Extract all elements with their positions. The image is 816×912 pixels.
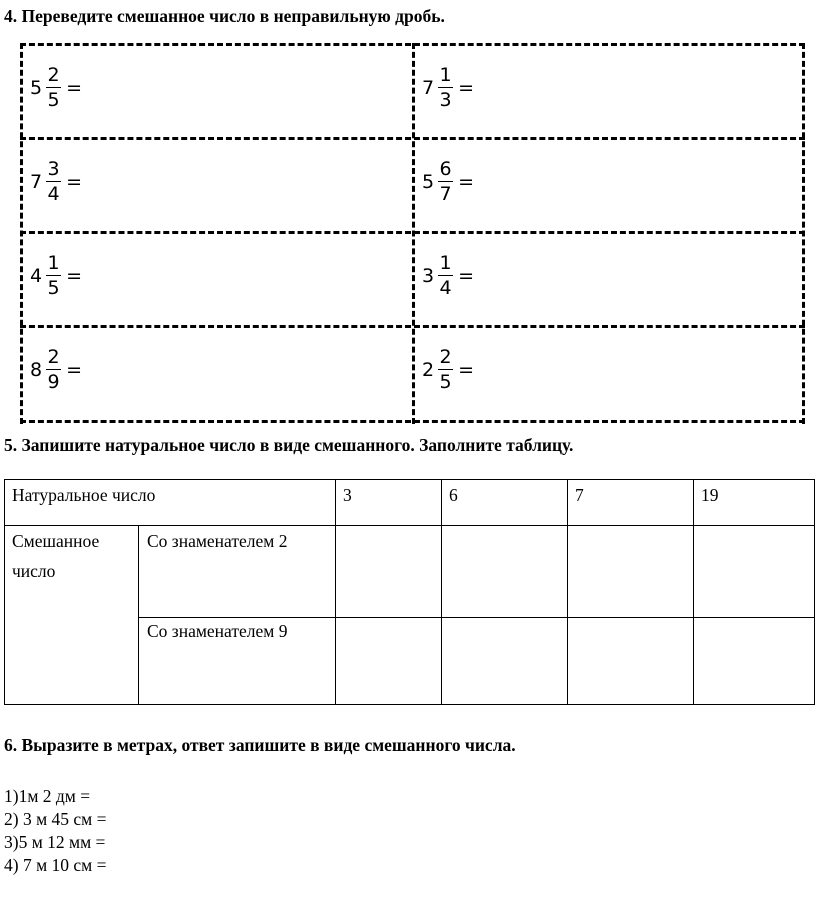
whole-part: 3 [422, 264, 435, 287]
mixed-number [30, 252, 82, 299]
equals-sign: = [66, 264, 83, 287]
denominator: 3 [439, 89, 452, 111]
fraction-bar [438, 369, 453, 370]
fraction-cell [412, 325, 802, 419]
numerator: 2 [47, 346, 60, 368]
fraction-bar [46, 275, 61, 276]
table-line [693, 480, 694, 704]
fraction [438, 158, 453, 205]
grid-line [802, 43, 805, 424]
denominator-9-label: Со знаменателем 9 [147, 621, 288, 641]
list-item: 4) 7 м 10 см = [4, 855, 107, 875]
number-cell: 7 [575, 485, 584, 505]
number-cell: 6 [449, 485, 458, 505]
list-item: 1)1м 2 дм = [4, 786, 91, 806]
whole-part: 8 [30, 358, 43, 381]
fraction [438, 346, 453, 393]
task6-heading: 6. Выразите в метрах, ответ запишите в виде смешанного числа. [4, 735, 516, 755]
whole-part: 2 [422, 358, 435, 381]
mixed-number [422, 252, 474, 299]
whole-part: 5 [422, 170, 435, 193]
mixed-number-label-line2: число [12, 561, 56, 581]
whole-part: 7 [30, 170, 43, 193]
equals-sign: = [66, 358, 83, 381]
fraction-bar [46, 181, 61, 182]
numerator: 2 [439, 346, 452, 368]
mixed-number-label: Смешанное [12, 531, 100, 551]
task4-heading: 4. Переведите смешанное число в неправильную дробь. [4, 6, 445, 26]
mixed-number [30, 346, 82, 393]
mixed-number [422, 158, 474, 205]
conversion-table [4, 479, 815, 705]
fraction-cell [412, 137, 802, 231]
whole-part: 7 [422, 76, 435, 99]
denominator-2-label: Со знаменателем 2 [147, 531, 288, 551]
fraction-cell [412, 43, 802, 137]
fraction [438, 64, 453, 111]
fraction [46, 64, 61, 111]
table-line [335, 480, 336, 704]
denominator: 5 [47, 89, 60, 111]
denominator: 4 [439, 277, 452, 299]
fraction-bar [46, 87, 61, 88]
fraction [46, 252, 61, 299]
fraction-grid [20, 43, 805, 424]
numerator: 3 [47, 158, 60, 180]
fraction-bar [438, 181, 453, 182]
list-item: 2) 3 м 45 см = [4, 809, 107, 829]
mixed-number [422, 346, 474, 393]
denominator: 9 [47, 371, 60, 393]
denominator: 5 [47, 277, 60, 299]
number-cell: 19 [701, 485, 719, 505]
fraction-cell [20, 43, 410, 137]
fraction-cell [412, 231, 802, 325]
denominator: 7 [439, 183, 452, 205]
mixed-number [30, 64, 82, 111]
numerator: 1 [47, 252, 60, 274]
numerator: 2 [47, 64, 60, 86]
table-line [567, 480, 568, 704]
number-cell: 3 [343, 485, 352, 505]
natural-number-label: Натуральное число [12, 485, 156, 505]
fraction-cell [20, 325, 410, 419]
denominator: 5 [439, 371, 452, 393]
fraction-bar [438, 275, 453, 276]
fraction [46, 346, 61, 393]
whole-part: 5 [30, 76, 43, 99]
fraction-cell [20, 137, 410, 231]
table-line [441, 480, 442, 704]
equals-sign: = [458, 264, 475, 287]
equals-sign: = [66, 170, 83, 193]
equals-sign: = [458, 170, 475, 193]
fraction-cell [20, 231, 410, 325]
mixed-number [30, 158, 82, 205]
numerator: 1 [439, 64, 452, 86]
equals-sign: = [66, 76, 83, 99]
fraction [46, 158, 61, 205]
fraction-bar [438, 87, 453, 88]
numerator: 6 [439, 158, 452, 180]
list-item: 3)5 м 12 мм = [4, 832, 106, 852]
task5-heading: 5. Запишите натуральное число в виде смешанного. Заполните таблицу. [4, 435, 574, 455]
whole-part: 4 [30, 264, 43, 287]
table-line [138, 525, 139, 704]
fraction [438, 252, 453, 299]
fraction-bar [46, 369, 61, 370]
numerator: 1 [439, 252, 452, 274]
denominator: 4 [47, 183, 60, 205]
equals-sign: = [458, 76, 475, 99]
mixed-number [422, 64, 474, 111]
equals-sign: = [458, 358, 475, 381]
